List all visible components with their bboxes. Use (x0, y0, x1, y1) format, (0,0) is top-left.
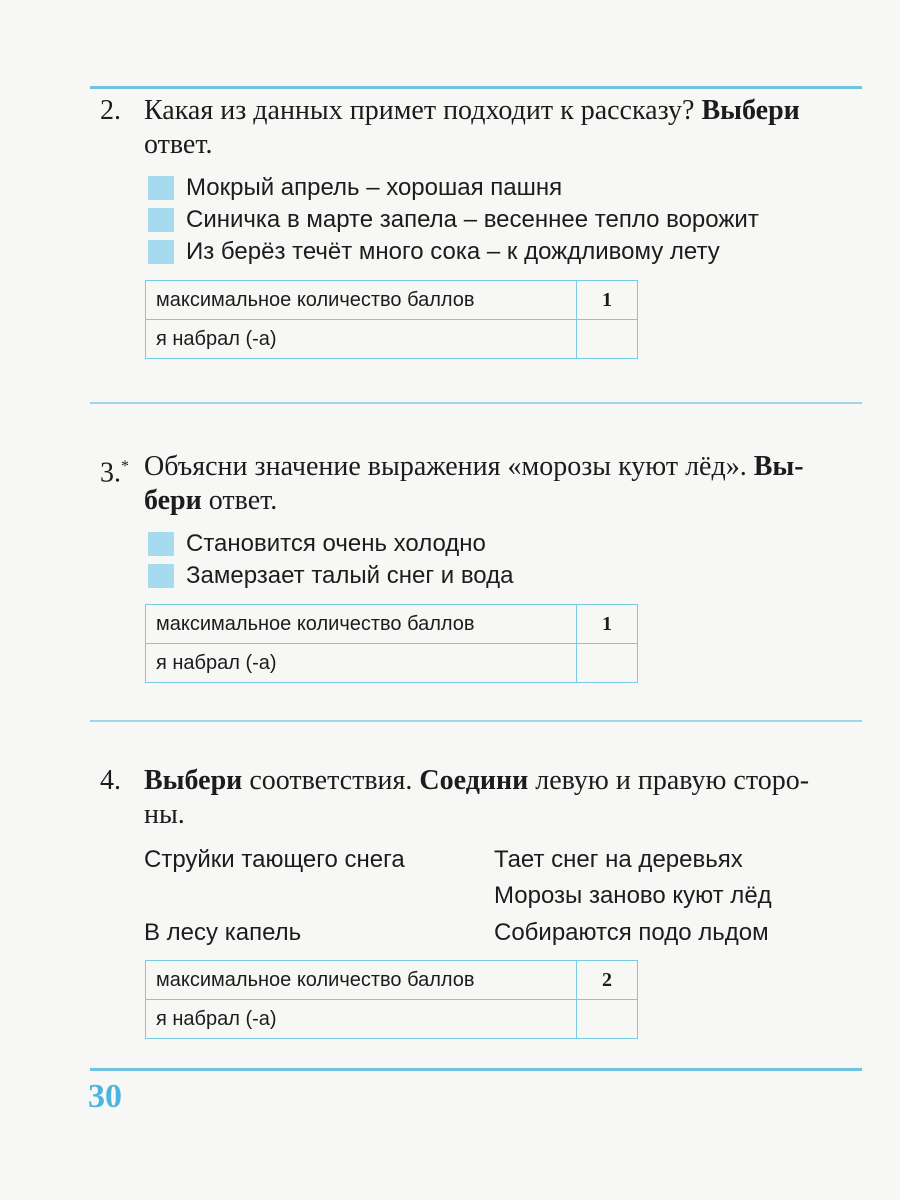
max-score-label: максимальное количество баллов (146, 281, 577, 320)
checkbox[interactable] (148, 176, 174, 200)
max-score-value: 2 (577, 961, 638, 1000)
task-3-options (100, 528, 860, 592)
score-table (145, 604, 638, 683)
task-3 (100, 450, 860, 683)
score-table (145, 960, 638, 1039)
top-divider (90, 86, 862, 89)
task-3-question: 3.* Объясни значение выражения «морозы куют лёд». Вы- бери ответ. (100, 451, 804, 516)
max-score-value: 1 (577, 605, 638, 644)
answer-option[interactable]: Синичка в марте запела – весеннее тепло ворожит (146, 204, 860, 236)
score-table (145, 280, 638, 359)
answer-option[interactable]: Мокрый апрель – хорошая пашня (146, 172, 860, 204)
task-2-options (100, 172, 860, 268)
checkbox[interactable] (148, 240, 174, 264)
match-right-item[interactable]: Тает снег на деревьях (494, 846, 743, 873)
max-score-label: максимальное количество баллов (146, 961, 577, 1000)
match-right-item[interactable]: Собираются подо льдом (494, 919, 769, 946)
task-4-question: 4. Выбери соответствия. Соедини левую и правую сторо- ны. (100, 765, 810, 830)
task-2 (100, 94, 860, 359)
matching-area (100, 844, 860, 954)
checkbox[interactable] (148, 532, 174, 556)
divider (90, 402, 862, 404)
max-score-value: 1 (577, 281, 638, 320)
earned-score-label: я набрал (-а) (146, 1000, 577, 1039)
answer-option[interactable]: Из берёз течёт много сока – к дождливому лету (146, 236, 860, 268)
match-left-item[interactable]: В лесу капель (144, 919, 302, 946)
earned-score-field[interactable] (577, 1000, 638, 1039)
bottom-divider (90, 1068, 862, 1071)
checkbox[interactable] (148, 564, 174, 588)
divider (90, 720, 862, 722)
answer-option[interactable]: Замерзает талый снег и вода (146, 560, 860, 592)
task-4-number: 4. (100, 765, 121, 796)
earned-score-label: я набрал (-а) (146, 320, 577, 359)
task-2-question: 2. Какая из данных примет подходит к рассказу? Выбери ответ. (100, 95, 800, 160)
earned-score-field[interactable] (577, 644, 638, 683)
earned-score-label: я набрал (-а) (146, 644, 577, 683)
match-left-item[interactable]: Струйки тающего снега (144, 846, 405, 873)
checkbox[interactable] (148, 208, 174, 232)
page-number: 30 (88, 1078, 122, 1115)
answer-option[interactable]: Становится очень холодно (146, 528, 860, 560)
max-score-label: максимальное количество баллов (146, 605, 577, 644)
task-2-number: 2. (100, 95, 121, 126)
task-4 (100, 764, 860, 1039)
match-right-item[interactable]: Морозы заново куют лёд (494, 882, 772, 909)
earned-score-field[interactable] (577, 320, 638, 359)
task-3-number: 3. (100, 457, 121, 489)
